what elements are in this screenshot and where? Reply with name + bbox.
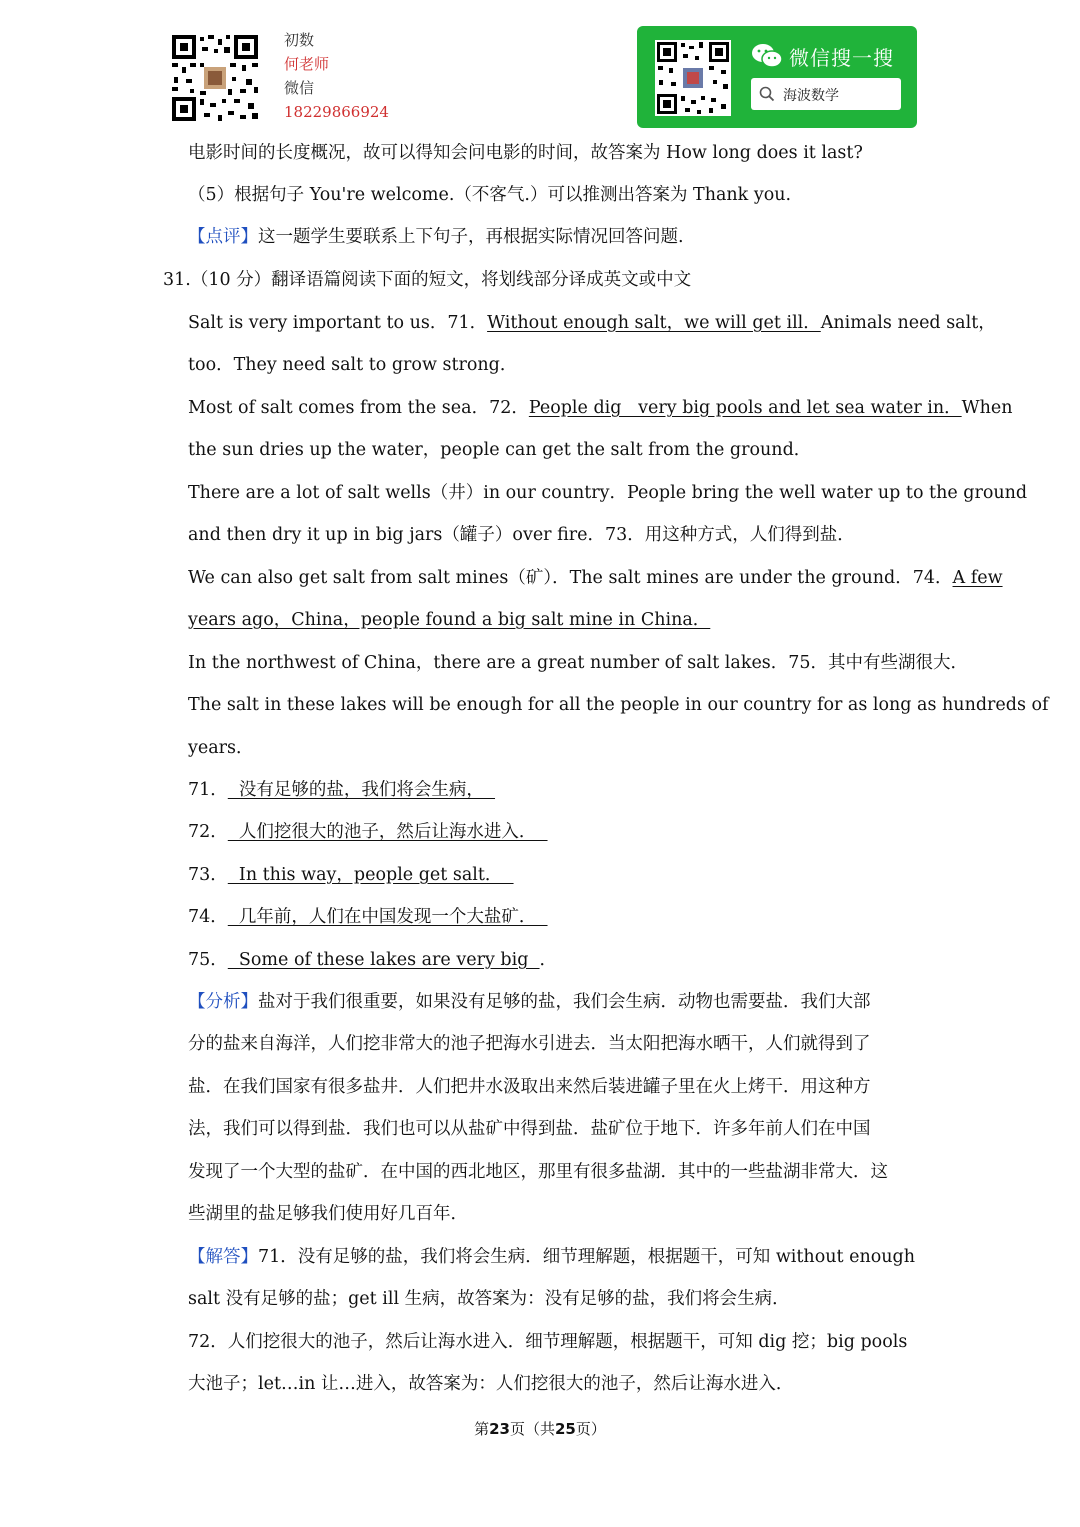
answer-73	[188, 863, 514, 887]
prev-answer-line-2: （5）根据句子 You're welcome.（不客气.）可以推测出答案为 Thank you.	[188, 185, 792, 205]
wechat-search-text: 海波数学	[783, 88, 839, 104]
answer-number: 74．	[188, 907, 228, 927]
passage-line	[188, 311, 996, 335]
passage-line	[188, 566, 1003, 590]
passage-line: The salt in these lakes will be enough for all the people in our country for as long as hundreds of	[188, 695, 1049, 715]
analysis-line: 些湖里的盐足够我们使用好几百年．	[188, 1204, 468, 1224]
answer-75	[188, 948, 557, 972]
analysis-line: 发现了一个大型的盐矿．在中国的西北地区，那里有很多盐湖．其中的一些盐湖非常大．这	[188, 1162, 888, 1182]
page-number: 23	[489, 1420, 510, 1438]
passage-line: There are a lot of salt wells（井）in our country．People bring the well water up to the ground	[188, 483, 1028, 503]
underlined-sentence-74a: A few	[952, 568, 1003, 588]
wechat-qr-code	[655, 40, 731, 116]
contact-info	[284, 28, 389, 124]
passage-line	[188, 608, 710, 632]
footer-text: 页）	[575, 1420, 606, 1438]
analysis-tag: 【分析】	[188, 992, 258, 1012]
qr-code-image	[170, 33, 260, 123]
question-31-title: 31.（10 分）翻译语篇阅读下面的短文，将划线部分译成英文或中文	[163, 270, 692, 290]
underlined-sentence-71: Without enough salt，we will get ill．	[487, 313, 821, 333]
analysis-text: 盐对于我们很重要，如果没有足够的盐，我们会生病．动物也需要盐．我们大部	[258, 992, 871, 1012]
passage-text: Salt is very important to us．71．	[188, 313, 488, 333]
underlined-sentence-72: People dig very big pools and let sea water in．	[528, 398, 962, 418]
answer-suffix: ．	[539, 950, 558, 970]
answer-text: 没有足够的盐，我们将会生病，	[227, 780, 496, 800]
wechat-search-title: 微信搜一搜	[789, 46, 894, 70]
total-pages: 25	[555, 1420, 576, 1438]
passage-text: Animals need salt，	[820, 313, 996, 333]
contact-line-teacher: 何老师	[284, 55, 330, 73]
analysis-line: 法，我们可以得到盐．我们也可以从盐矿中得到盐．盐矿位于地下．许多年前人们在中国	[188, 1119, 871, 1139]
comment-text: 这一题学生要联系上下句子，再根据实际情况回答问题.	[258, 227, 684, 247]
solution-tag: 【解答】	[188, 1247, 258, 1267]
wechat-logo-icon	[751, 42, 783, 70]
solution-line: 大池子；let…in 让…进入，故答案为：人们挖很大的池子，然后让海水进入．	[188, 1374, 794, 1394]
analysis-line: 盐．在我们国家有很多盐井．人们把井水汲取出来然后装进罐子里在火上烤干．用这种方	[188, 1077, 871, 1097]
solution-line: salt 没有足够的盐；get ill 生病，故答案为：没有足够的盐，我们将会生病．	[188, 1289, 790, 1309]
solution-text: 71．没有足够的盐，我们将会生病．细节理解题，根据题干，可知 without enough	[258, 1247, 916, 1267]
passage-line: years．	[188, 738, 254, 758]
analysis-line	[188, 990, 871, 1014]
page-footer	[0, 1418, 1080, 1439]
answer-text: 几年前，人们在中国发现一个大盐矿．	[227, 907, 548, 927]
answer-number: 75．	[188, 950, 228, 970]
answer-text: In this way，people get salt．	[227, 865, 514, 885]
wechat-search-box[interactable]	[751, 78, 901, 110]
passage-line	[188, 396, 1013, 420]
answer-74	[188, 905, 548, 929]
passage-line: too．They need salt to grow strong．	[188, 355, 518, 375]
answer-72	[188, 820, 548, 844]
contact-phone: 18229866924	[284, 103, 389, 121]
answer-text: Some of these lakes are very big	[227, 950, 540, 970]
answer-number: 72．	[188, 822, 228, 842]
underlined-sentence-74b: years ago，China，people found a big salt mine in China．	[188, 610, 711, 630]
contact-line-subject: 初数	[284, 31, 315, 49]
passage-line: and then dry it up in big jars（罐子）over fire．73．用这种方式，人们得到盐．	[188, 525, 855, 545]
search-icon	[759, 86, 775, 102]
solution-line: 72．人们挖很大的池子，然后让海水进入．细节理解题，根据题干，可知 dig 挖；big pools	[188, 1332, 908, 1352]
comment-line	[188, 225, 684, 249]
solution-line	[188, 1245, 915, 1269]
analysis-line: 分的盐来自海洋，人们挖非常大的池子把海水引进去．当太阳把海水晒干，人们就得到了	[188, 1034, 871, 1054]
answer-number: 73．	[188, 865, 228, 885]
passage-text: Most of salt comes from the sea．72．	[188, 398, 529, 418]
passage-line: the sun dries up the water，people can get the salt from the ground．	[188, 440, 812, 460]
comment-tag: 【点评】	[188, 227, 258, 247]
wechat-search-card	[637, 26, 917, 128]
passage-text: When	[961, 398, 1013, 418]
footer-text: 第	[474, 1420, 490, 1438]
passage-text: We can also get salt from salt mines（矿）．The salt mines are under the ground．74．	[188, 568, 953, 588]
answer-text: 人们挖很大的池子，然后让海水进入．	[227, 822, 548, 842]
prev-answer-line-1: 电影时间的长度概况，故可以得知会问电影的时间，故答案为 How long does it last?	[188, 143, 863, 163]
passage-line: In the northwest of China，there are a great number of salt lakes．75．其中有些湖很大．	[188, 653, 969, 673]
answer-71	[188, 778, 495, 802]
contact-line-wechat: 微信	[284, 79, 315, 97]
footer-text: 页（共	[509, 1420, 555, 1438]
answer-number: 71．	[188, 780, 228, 800]
